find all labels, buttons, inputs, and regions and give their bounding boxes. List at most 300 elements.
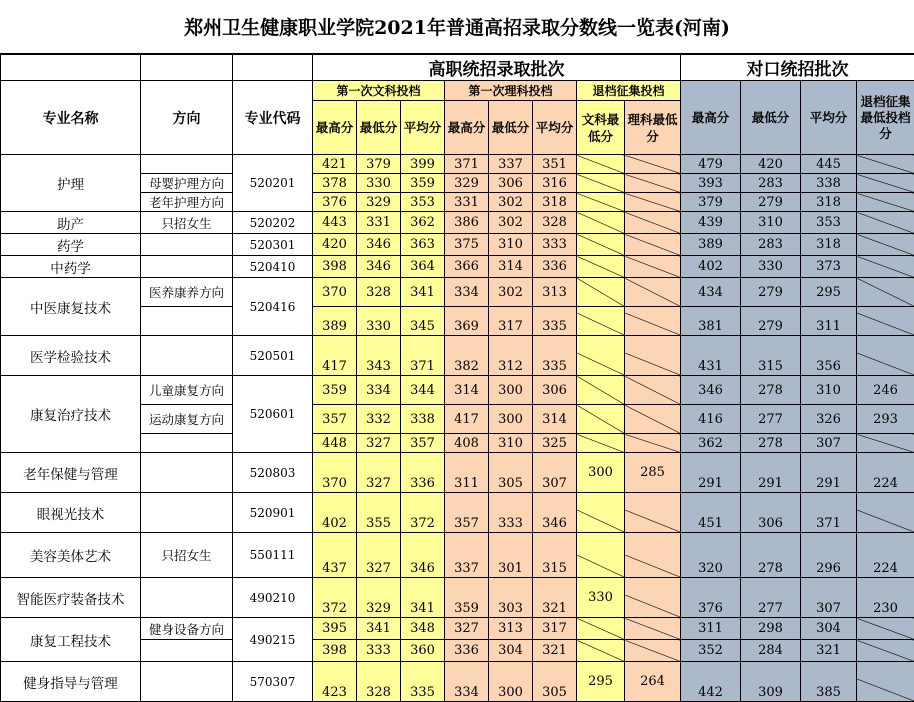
like-min-cell: 306 [489,174,533,193]
direction-cell: 只招女生 [141,212,233,234]
like-max-cell: 417 [445,405,489,434]
major-name-cell: 护理 [1,155,141,212]
tuidang-li-cell [625,155,681,174]
wenke-max-cell: 398 [313,256,357,278]
major-code-cell: 520410 [233,256,313,278]
duikou-tuidang-cell [857,234,914,256]
like-min-cell: 305 [489,453,533,493]
tuidang-li-cell [625,434,681,453]
duikou-avg-cell: 445 [801,155,857,174]
wenke-avg-cell: 341 [401,278,445,307]
duikou-tuidang-cell [857,174,914,193]
wenke-avg-cell: 372 [401,493,445,533]
duikou-avg-cell: 291 [801,453,857,493]
tuidang-wen-cell: 295 [577,662,625,702]
tuidang-wen-cell [577,155,625,174]
tuidang-li-cell [625,193,681,212]
duikou-tuidang-cell [857,155,914,174]
wenke-avg-cell: 371 [401,336,445,376]
wenke-avg-cell: 353 [401,193,445,212]
direction-cell: 儿童康复方向 [141,376,233,405]
duikou-min-cell: 283 [741,174,801,193]
like-max-cell: 336 [445,640,489,662]
subgroup-header-like: 第一次理科投档 [445,81,577,101]
duikou-min-cell: 279 [741,307,801,336]
duikou-tuidang-cell: 230 [857,578,914,618]
duikou-avg-cell: 326 [801,405,857,434]
duikou-max-cell: 376 [681,578,741,618]
wenke-max-cell: 398 [313,640,357,662]
major-code-cell: 520201 [233,155,313,212]
duikou-avg-cell: 373 [801,256,857,278]
duikou-max-cell: 439 [681,212,741,234]
duikou-tuidang-cell: 224 [857,453,914,493]
direction-cell [141,493,233,533]
tuidang-li-cell [625,405,681,434]
like-min-cell: 310 [489,234,533,256]
like-max-cell: 357 [445,493,489,533]
duikou-avg-cell: 307 [801,578,857,618]
direction-cell [141,434,233,453]
duikou-avg-cell: 304 [801,618,857,640]
duikou-min-cell: 279 [741,278,801,307]
major-code-cell: 520416 [233,278,313,336]
table-row [1,662,914,702]
duikou-avg-cell: 321 [801,640,857,662]
direction-cell [141,155,233,174]
duikou-avg-cell: 295 [801,278,857,307]
duikou-tuidang-cell [857,193,914,212]
wenke-min-cell: 355 [357,493,401,533]
direction-cell [141,307,233,336]
like-avg-cell: 336 [533,256,577,278]
duikou-min-cell: 310 [741,212,801,234]
group-header-duikou: 对口统招批次 [681,55,914,81]
like-min-cell: 300 [489,376,533,405]
wenke-avg-cell: 357 [401,434,445,453]
major-code-cell: 520501 [233,336,313,376]
table-row [1,453,914,493]
like-max-cell: 334 [445,278,489,307]
like-max-cell: 329 [445,174,489,193]
major-name-cell: 康复治疗技术 [1,376,141,453]
column-header-like-max: 最高分 [445,101,489,155]
group-header-gaozhi: 高职统招录取批次 [313,55,681,81]
wenke-min-cell: 333 [357,640,401,662]
duikou-max-cell: 442 [681,662,741,702]
major-name-cell: 药学 [1,234,141,256]
like-avg-cell: 316 [533,174,577,193]
like-min-cell: 317 [489,307,533,336]
duikou-max-cell: 320 [681,533,741,578]
wenke-avg-cell: 362 [401,212,445,234]
like-min-cell: 302 [489,212,533,234]
wenke-min-cell: 346 [357,256,401,278]
duikou-min-cell: 279 [741,193,801,212]
wenke-max-cell: 395 [313,618,357,640]
like-max-cell: 314 [445,376,489,405]
duikou-max-cell: 402 [681,256,741,278]
direction-cell: 只招女生 [141,533,233,578]
direction-cell [141,662,233,702]
like-avg-cell: 307 [533,453,577,493]
duikou-avg-cell: 311 [801,307,857,336]
like-avg-cell: 317 [533,618,577,640]
table-row [1,376,914,405]
duikou-avg-cell: 318 [801,234,857,256]
column-header-wenke-avg: 平均分 [401,101,445,155]
duikou-min-cell: 278 [741,533,801,578]
wenke-max-cell: 372 [313,578,357,618]
wenke-max-cell: 370 [313,453,357,493]
like-avg-cell: 321 [533,640,577,662]
like-max-cell: 369 [445,307,489,336]
table-row [1,212,914,234]
subgroup-header-tuidang: 退档征集投档 [577,81,681,101]
wenke-max-cell: 376 [313,193,357,212]
wenke-min-cell: 327 [357,453,401,493]
major-code-cell: 520202 [233,212,313,234]
major-code-cell: 520601 [233,376,313,453]
wenke-min-cell: 346 [357,234,401,256]
duikou-avg-cell: 338 [801,174,857,193]
wenke-avg-cell: 359 [401,174,445,193]
wenke-min-cell: 334 [357,376,401,405]
like-max-cell: 334 [445,662,489,702]
duikou-min-cell: 278 [741,376,801,405]
wenke-min-cell: 341 [357,618,401,640]
wenke-avg-cell: 360 [401,640,445,662]
duikou-max-cell: 451 [681,493,741,533]
column-header-duikou-min: 最低分 [741,81,801,155]
duikou-min-cell: 283 [741,234,801,256]
like-avg-cell: 335 [533,336,577,376]
tuidang-wen-cell [577,174,625,193]
tuidang-wen-cell [577,307,625,336]
column-header-wenke-min: 最低分 [357,101,401,155]
like-avg-cell: 314 [533,405,577,434]
like-avg-cell: 346 [533,493,577,533]
like-avg-cell: 328 [533,212,577,234]
table-row [1,336,914,376]
tuidang-li-cell [625,493,681,533]
like-avg-cell: 351 [533,155,577,174]
like-max-cell: 375 [445,234,489,256]
like-avg-cell: 325 [533,434,577,453]
major-name-cell: 眼视光技术 [1,493,141,533]
column-header-duikou-tuidang: 退档征集最低投档分 [857,81,914,155]
like-avg-cell: 321 [533,578,577,618]
tuidang-wen-cell [577,193,625,212]
wenke-max-cell: 437 [313,533,357,578]
tuidang-li-cell [625,256,681,278]
major-code-cell: 520901 [233,493,313,533]
tuidang-wen-cell [577,336,625,376]
duikou-avg-cell: 356 [801,336,857,376]
column-header-direction: 方向 [141,81,233,155]
duikou-max-cell: 352 [681,640,741,662]
like-max-cell: 311 [445,453,489,493]
like-min-cell: 314 [489,256,533,278]
duikou-max-cell: 393 [681,174,741,193]
duikou-tuidang-cell [857,278,914,307]
tuidang-wen-cell [577,278,625,307]
wenke-min-cell: 331 [357,212,401,234]
like-max-cell: 331 [445,193,489,212]
wenke-min-cell: 330 [357,174,401,193]
wenke-min-cell: 343 [357,336,401,376]
duikou-tuidang-cell [857,434,914,453]
duikou-tuidang-cell [857,307,914,336]
direction-cell: 医养康养方向 [141,278,233,307]
wenke-min-cell: 327 [357,533,401,578]
table-row [1,256,914,278]
duikou-tuidang-cell: 293 [857,405,914,434]
like-avg-cell: 305 [533,662,577,702]
blank-corner-cell [141,55,233,81]
like-min-cell: 304 [489,640,533,662]
column-header-duikou-max: 最高分 [681,81,741,155]
duikou-max-cell: 362 [681,434,741,453]
wenke-avg-cell: 344 [401,376,445,405]
column-header-like-min: 最低分 [489,101,533,155]
wenke-avg-cell: 338 [401,405,445,434]
wenke-min-cell: 328 [357,662,401,702]
wenke-min-cell: 329 [357,193,401,212]
direction-cell [141,234,233,256]
tuidang-wen-cell [577,640,625,662]
column-header-major: 专业名称 [1,81,141,155]
tuidang-li-cell [625,212,681,234]
like-avg-cell: 333 [533,234,577,256]
like-max-cell: 408 [445,434,489,453]
duikou-tuidang-cell [857,493,914,533]
column-header-wenke-max: 最高分 [313,101,357,155]
like-min-cell: 337 [489,155,533,174]
table-row [1,155,914,174]
major-code-cell: 520301 [233,234,313,256]
tuidang-wen-cell [577,256,625,278]
duikou-min-cell: 291 [741,453,801,493]
like-max-cell: 337 [445,533,489,578]
wenke-max-cell: 370 [313,278,357,307]
duikou-tuidang-cell: 224 [857,533,914,578]
like-avg-cell: 306 [533,376,577,405]
duikou-min-cell: 298 [741,618,801,640]
tuidang-wen-cell [577,405,625,434]
wenke-max-cell: 359 [313,376,357,405]
duikou-tuidang-cell [857,640,914,662]
duikou-avg-cell: 307 [801,434,857,453]
like-min-cell: 303 [489,578,533,618]
tuidang-li-cell [625,307,681,336]
wenke-avg-cell: 399 [401,155,445,174]
direction-cell [141,256,233,278]
wenke-avg-cell: 341 [401,578,445,618]
tuidang-li-cell: 264 [625,662,681,702]
column-header-tuidang-li: 理科最低分 [625,101,681,155]
major-name-cell: 老年保健与管理 [1,453,141,493]
like-min-cell: 302 [489,278,533,307]
blank-corner-cell [1,55,141,81]
duikou-tuidang-cell [857,336,914,376]
duikou-tuidang-cell [857,618,914,640]
blank-corner-cell [233,55,313,81]
like-max-cell: 386 [445,212,489,234]
duikou-max-cell: 431 [681,336,741,376]
like-avg-cell: 315 [533,533,577,578]
like-min-cell: 301 [489,533,533,578]
tuidang-li-cell [625,578,681,618]
direction-cell [141,640,233,662]
tuidang-li-cell [625,336,681,376]
duikou-max-cell: 389 [681,234,741,256]
tuidang-li-cell [625,640,681,662]
wenke-min-cell: 332 [357,405,401,434]
major-name-cell: 助产 [1,212,141,234]
duikou-max-cell: 311 [681,618,741,640]
major-code-cell: 520803 [233,453,313,493]
major-name-cell: 康复工程技术 [1,618,141,662]
table-row [1,278,914,307]
duikou-max-cell: 291 [681,453,741,493]
tuidang-wen-cell [577,618,625,640]
major-code-cell: 570307 [233,662,313,702]
wenke-avg-cell: 348 [401,618,445,640]
tuidang-wen-cell [577,376,625,405]
like-avg-cell: 313 [533,278,577,307]
wenke-avg-cell: 364 [401,256,445,278]
table-row [1,493,914,533]
duikou-min-cell: 277 [741,405,801,434]
duikou-min-cell: 284 [741,640,801,662]
major-name-cell: 中药学 [1,256,141,278]
like-min-cell: 300 [489,662,533,702]
duikou-avg-cell: 296 [801,533,857,578]
wenke-max-cell: 420 [313,234,357,256]
major-code-cell: 490215 [233,618,313,662]
tuidang-wen-cell [577,493,625,533]
table-row [1,578,914,618]
like-max-cell: 359 [445,578,489,618]
wenke-avg-cell: 335 [401,662,445,702]
duikou-min-cell: 330 [741,256,801,278]
direction-cell: 老年护理方向 [141,193,233,212]
tuidang-wen-cell [577,533,625,578]
duikou-max-cell: 434 [681,278,741,307]
like-avg-cell: 335 [533,307,577,336]
wenke-min-cell: 328 [357,278,401,307]
score-table [0,54,914,702]
like-min-cell: 313 [489,618,533,640]
wenke-max-cell: 443 [313,212,357,234]
like-max-cell: 366 [445,256,489,278]
column-header-tuidang-wen: 文科最低分 [577,101,625,155]
tuidang-li-cell [625,174,681,193]
major-name-cell: 中医康复技术 [1,278,141,336]
like-min-cell: 312 [489,336,533,376]
tuidang-wen-cell: 300 [577,453,625,493]
like-max-cell: 382 [445,336,489,376]
table-row [1,618,914,640]
wenke-max-cell: 417 [313,336,357,376]
wenke-max-cell: 357 [313,405,357,434]
tuidang-li-cell [625,234,681,256]
column-header-duikou-avg: 平均分 [801,81,857,155]
duikou-min-cell: 420 [741,155,801,174]
major-name-cell: 智能医疗装备技术 [1,578,141,618]
duikou-avg-cell: 385 [801,662,857,702]
page-title: 郑州卫生健康职业学院2021年普通高招录取分数线一览表(河南) [0,0,914,54]
tuidang-wen-cell [577,234,625,256]
duikou-max-cell: 479 [681,155,741,174]
duikou-max-cell: 346 [681,376,741,405]
duikou-tuidang-cell [857,212,914,234]
tuidang-li-cell [625,533,681,578]
like-min-cell: 310 [489,434,533,453]
duikou-min-cell: 309 [741,662,801,702]
like-min-cell: 300 [489,405,533,434]
major-code-cell: 490210 [233,578,313,618]
direction-cell [141,578,233,618]
wenke-avg-cell: 336 [401,453,445,493]
duikou-avg-cell: 353 [801,212,857,234]
duikou-tuidang-cell [857,662,914,702]
tuidang-li-cell [625,618,681,640]
duikou-min-cell: 278 [741,434,801,453]
like-min-cell: 302 [489,193,533,212]
major-name-cell: 健身指导与管理 [1,662,141,702]
tuidang-li-cell: 285 [625,453,681,493]
tuidang-wen-cell [577,434,625,453]
wenke-max-cell: 448 [313,434,357,453]
wenke-min-cell: 330 [357,307,401,336]
tuidang-wen-cell: 330 [577,578,625,618]
like-avg-cell: 318 [533,193,577,212]
table-row [1,234,914,256]
wenke-min-cell: 379 [357,155,401,174]
duikou-avg-cell: 371 [801,493,857,533]
column-header-like-avg: 平均分 [533,101,577,155]
tuidang-li-cell [625,278,681,307]
duikou-min-cell: 315 [741,336,801,376]
duikou-max-cell: 379 [681,193,741,212]
wenke-avg-cell: 363 [401,234,445,256]
table-body [1,155,914,702]
direction-cell [141,336,233,376]
duikou-avg-cell: 310 [801,376,857,405]
major-name-cell: 医学检验技术 [1,336,141,376]
duikou-tuidang-cell [857,256,914,278]
wenke-avg-cell: 345 [401,307,445,336]
wenke-min-cell: 329 [357,578,401,618]
tuidang-wen-cell [577,212,625,234]
duikou-max-cell: 416 [681,405,741,434]
direction-cell: 母婴护理方向 [141,174,233,193]
direction-cell: 运动康复方向 [141,405,233,434]
wenke-max-cell: 402 [313,493,357,533]
wenke-max-cell: 378 [313,174,357,193]
duikou-min-cell: 306 [741,493,801,533]
wenke-avg-cell: 346 [401,533,445,578]
wenke-max-cell: 389 [313,307,357,336]
wenke-min-cell: 327 [357,434,401,453]
major-name-cell: 美容美体艺术 [1,533,141,578]
direction-cell [141,453,233,493]
like-max-cell: 371 [445,155,489,174]
subgroup-header-wenke: 第一次文科投档 [313,81,445,101]
tuidang-li-cell [625,376,681,405]
